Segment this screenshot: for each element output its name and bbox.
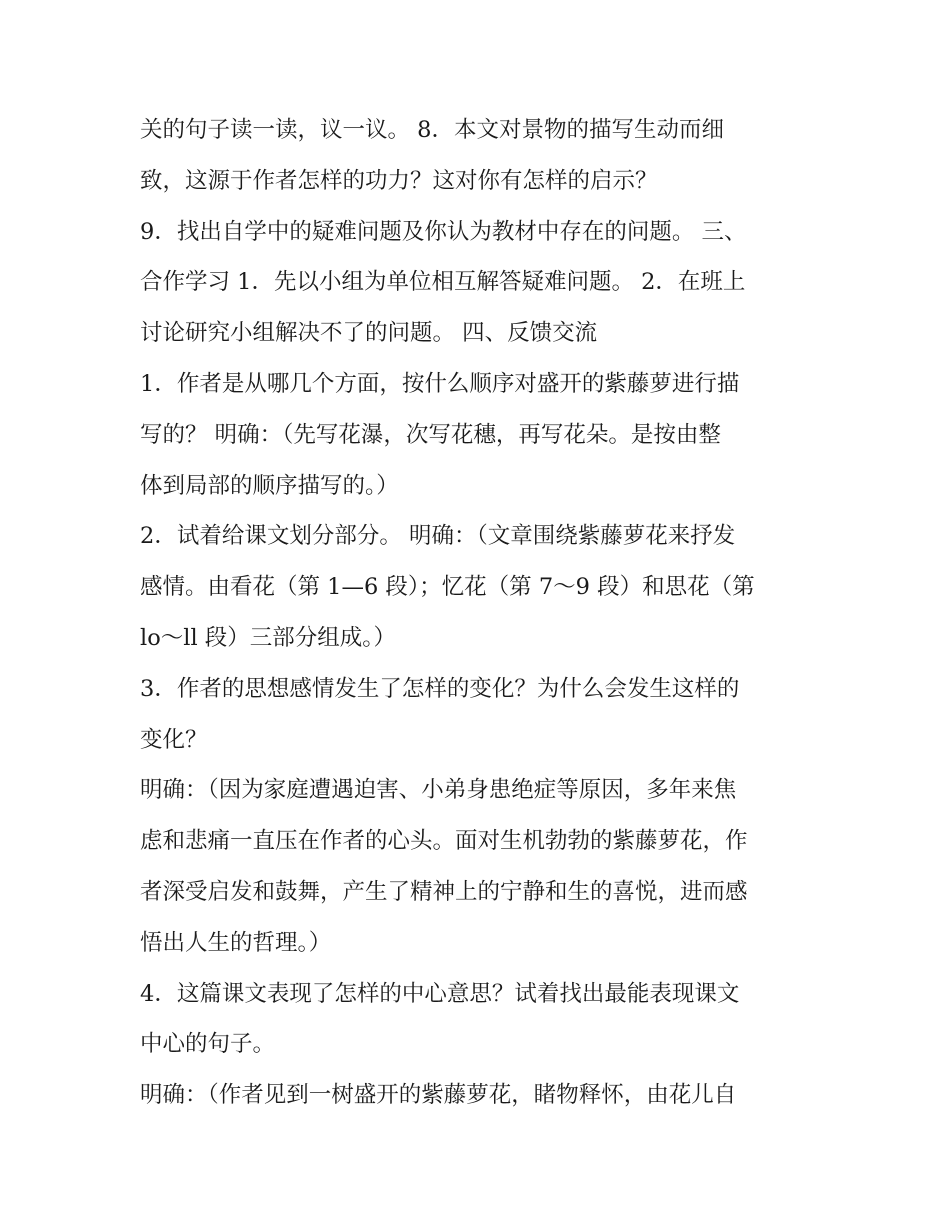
text-line: 1．作者是从哪几个方面，按什么顺序对盛开的紫藤萝进行描 xyxy=(140,370,740,397)
text-line: 致，这源于作者怎样的功力？这对你有怎样的启示？ xyxy=(140,167,658,194)
text-line: 关的句子读一读，议一议。 8．本文对景物的描写生动而细 xyxy=(140,117,724,143)
body-text xyxy=(140,105,830,1121)
text-line: 明确：（作者见到一树盛开的紫藤萝花，睹物释怀，由花儿自 xyxy=(140,1082,737,1109)
text-line: 悟出人生的哲理。） xyxy=(140,929,332,956)
text-line: 9．找出自学中的疑难问题及你认为教材中存在的问题。 三、 xyxy=(140,218,747,245)
text-line: 写的？ 明确：（先写花瀑，次写花穗，再写花朵。是按由整 xyxy=(140,421,721,448)
text-line: 3．作者的思想感情发生了怎样的变化？为什么会发生这样的 xyxy=(140,675,740,702)
text-line: 体到局部的顺序描写的。） xyxy=(140,472,399,499)
text-line: 变化？ xyxy=(140,726,208,753)
text-line: lo～ll 段）三部分组成。） xyxy=(140,624,397,651)
text-line: 感情。由看花（第 1—6 段）；忆花（第 7～9 段）和思花（第 xyxy=(140,574,755,601)
text-line: 4．这篇课文表现了怎样的中心意思？试着找出最能表现课文 xyxy=(140,980,740,1007)
text-line: 合作学习 1．先以小组为单位相互解答疑难问题。 2．在班上 xyxy=(140,269,746,296)
text-line: 2．试着给课文划分部分。 明确：（文章围绕紫藤萝花来抒发 xyxy=(140,523,736,550)
text-line: 中心的句子。 xyxy=(140,1031,276,1058)
text-line: 虑和悲痛一直压在作者的心头。面对生机勃勃的紫藤萝花，作 xyxy=(140,828,748,855)
text-line: 讨论研究小组解决不了的问题。 四、反馈交流 xyxy=(140,320,598,347)
text-line: 明确：（因为家庭遭遇迫害、小弟身患绝症等原因，多年来焦 xyxy=(140,777,737,804)
text-line: 者深受启发和鼓舞，产生了精神上的宁静和生的喜悦，进而感 xyxy=(140,878,748,905)
